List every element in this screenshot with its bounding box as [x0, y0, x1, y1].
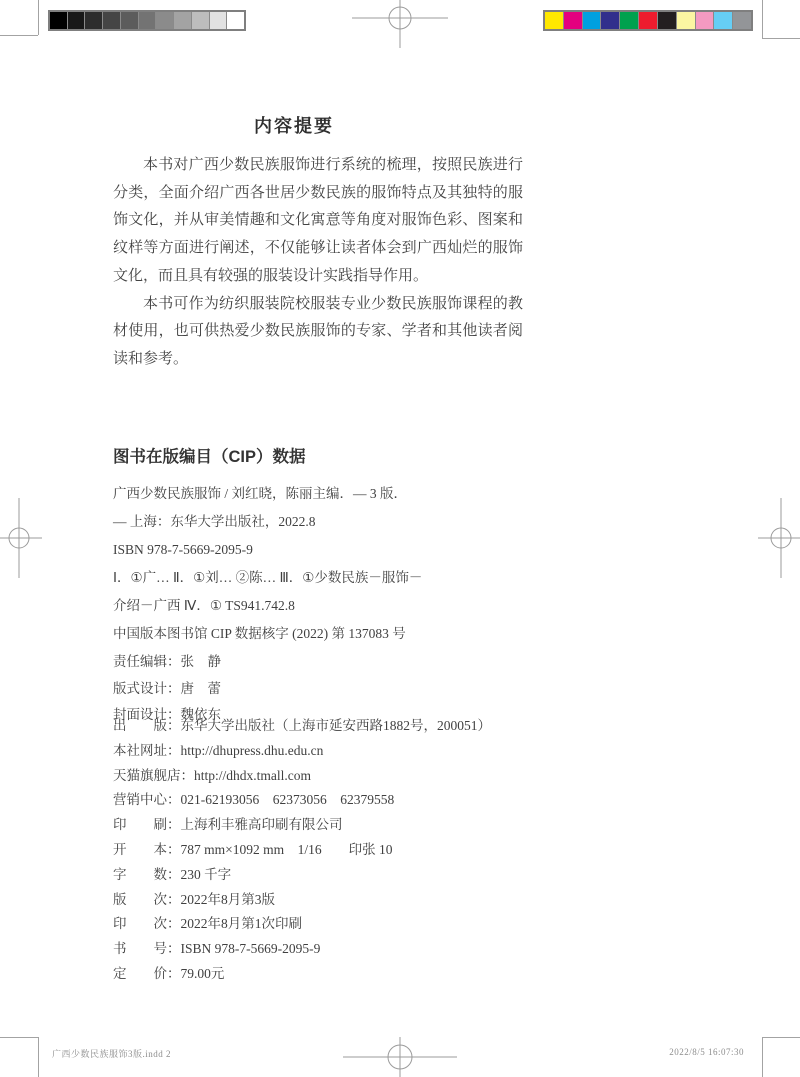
- crop-mark-bottom-right-icon: [762, 1037, 800, 1038]
- crop-mark-bottom-right-icon: [762, 1037, 763, 1077]
- color-swatch: [192, 12, 209, 29]
- color-swatch: [85, 12, 102, 29]
- credit-line: 版式设计：唐 蕾: [113, 680, 221, 696]
- registration-mark-left-icon: [0, 498, 42, 578]
- content-summary-section: [113, 112, 523, 374]
- registration-mark-bottom-icon: [343, 1037, 457, 1077]
- cip-data-section: [113, 443, 553, 647]
- cip-line: Ⅰ．①广… Ⅱ．①刘… ②陈… Ⅲ．①少数民族－服饰－: [113, 569, 423, 585]
- color-swatch: [714, 12, 732, 29]
- publication-line: 开 本：787 mm×1092 mm 1/16 印张 10: [113, 841, 393, 857]
- publication-line: 定 价：79.00元: [113, 965, 225, 981]
- cip-line: — 上海：东华大学出版社，2022.8: [113, 513, 316, 529]
- summary-paragraph: 本书可作为纺织服装院校服装专业少数民族服饰课程的教材使用，也可供热爱少数民族服饰的专家、学者和其他读者阅读和参考。: [113, 295, 523, 367]
- publication-line: 印 刷：上海利丰雅高印刷有限公司: [113, 817, 343, 833]
- color-swatch: [174, 12, 191, 29]
- summary-paragraph: 本书对广西少数民族服饰进行系统的梳理，按照民族进行分类，全面介绍广西各世居少数民族的服饰特点及其独特的服饰文化，并从审美情趣和文化寓意等角度对服饰色彩、图案和纹样等方面进行阐述，不仅能够让读者体会到广西灿烂的服饰文化，而且具有较强的服装设计实践指导作用。: [113, 157, 523, 284]
- color-swatch: [156, 12, 173, 29]
- color-swatch: [658, 12, 676, 29]
- publication-details-section: [113, 714, 491, 987]
- publication-line: 字 数：230 千字: [113, 866, 232, 882]
- crop-mark-top-left-icon: [0, 35, 38, 36]
- color-swatch: [564, 12, 582, 29]
- cip-line: 介绍－广西 Ⅳ．① TS941.742.8: [113, 597, 295, 613]
- crop-mark-bottom-left-icon: [0, 1037, 38, 1038]
- color-swatch: [601, 12, 619, 29]
- registration-mark-top-icon: [352, 0, 448, 48]
- crop-mark-bottom-left-icon: [38, 1037, 39, 1077]
- grayscale-calibration-bar: [48, 10, 246, 31]
- publication-line: 天猫旗舰店：http://dhdx.tmall.com: [113, 767, 311, 783]
- color-swatch: [733, 12, 751, 29]
- color-swatch: [103, 12, 120, 29]
- color-swatch: [227, 12, 244, 29]
- color-swatch: [50, 12, 67, 29]
- color-swatch: [620, 12, 638, 29]
- crop-mark-top-right-icon: [762, 0, 763, 38]
- color-swatch: [677, 12, 695, 29]
- cip-line: ISBN 978-7-5669-2095-9: [113, 541, 253, 557]
- footer-filename: 广西少数民族服饰3版.indd 2: [52, 1049, 172, 1059]
- summary-title: 内容提要: [254, 116, 334, 136]
- cip-line: 广西少数民族服饰 / 刘红晓，陈丽主编．— 3 版．: [113, 486, 408, 501]
- footer-timestamp: 2022/8/5 16:07:30: [669, 1047, 744, 1057]
- credit-line: 责任编辑：张 静: [113, 654, 221, 669]
- publication-line: 营销中心：021-62193056 62373056 62379558: [113, 792, 395, 808]
- color-swatch: [545, 12, 563, 29]
- color-swatch: [696, 12, 714, 29]
- color-swatch: [139, 12, 156, 29]
- color-swatch: [210, 12, 227, 29]
- credit-line: 封面设计：魏依东: [113, 707, 221, 722]
- color-swatch: [583, 12, 601, 29]
- cip-line: 中国版本图书馆 CIP 数据核字 (2022) 第 137083 号: [113, 625, 406, 641]
- cip-header: 图书在版编目（CIP）数据: [113, 448, 306, 466]
- color-swatch: [68, 12, 85, 29]
- color-swatch: [121, 12, 138, 29]
- publication-line: 印 次：2022年8月第1次印刷: [113, 916, 302, 932]
- color-swatch: [639, 12, 657, 29]
- publication-line: 出 版：东华大学出版社（上海市延安西路1882号，200051）: [113, 718, 491, 733]
- publication-line: 版 次：2022年8月第3版: [113, 891, 275, 907]
- publication-line: 本社网址：http://dhupress.dhu.edu.cn: [113, 742, 324, 758]
- crop-mark-top-right-icon: [762, 38, 800, 39]
- publication-line: 书 号：ISBN 978-7-5669-2095-9: [113, 941, 321, 957]
- color-calibration-bar: [543, 10, 753, 31]
- crop-mark-top-left-icon: [38, 0, 39, 35]
- registration-mark-right-icon: [758, 498, 800, 578]
